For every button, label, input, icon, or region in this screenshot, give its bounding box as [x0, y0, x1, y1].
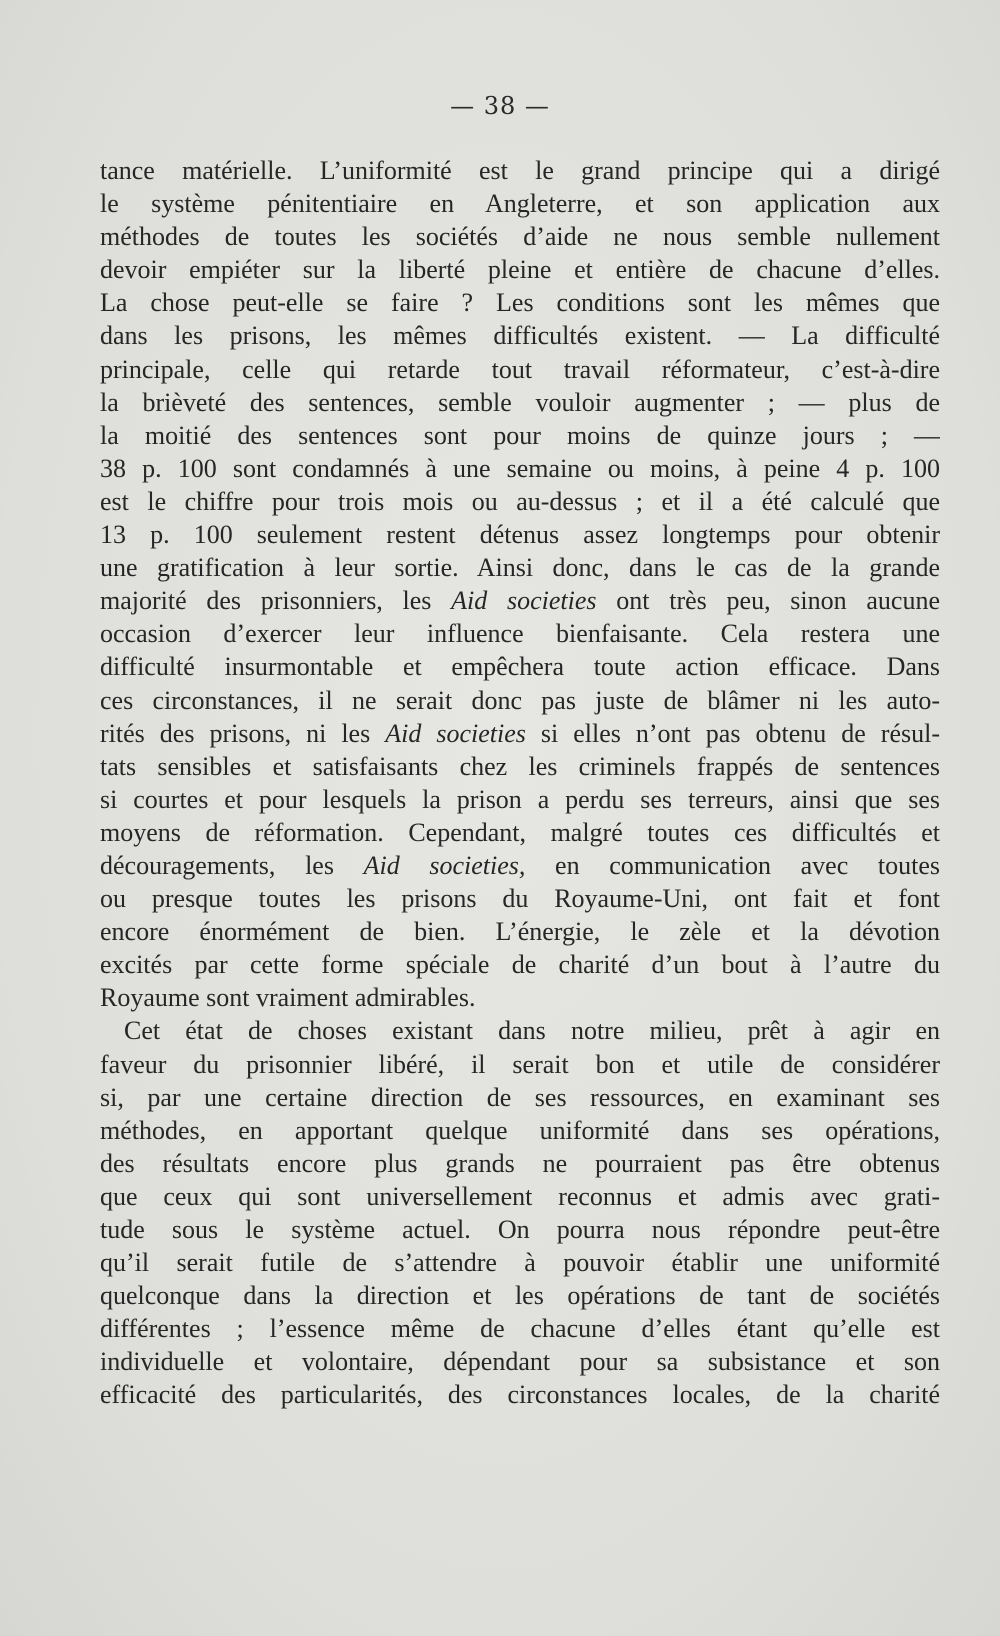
text-line: individuelle et volontaire, dépendant pour sa subsistance et son [100, 1347, 940, 1377]
text-line: efficacité des particularités, des circonstances locales, de la charité [100, 1380, 940, 1410]
text-segment: ont très peu, sinon aucune [596, 586, 940, 616]
text-line: La chose peut-elle se faire ? Les conditions sont les mêmes que [100, 288, 940, 318]
text-line: si, par une certaine direction de ses ressources, en examinant ses [100, 1082, 940, 1112]
text-line: différentes ; l’essence même de chacune d’elles étant qu’elle est [100, 1314, 940, 1344]
text-line [100, 584, 940, 617]
text-line: que ceux qui sont universellement reconnus et admis avec grati- [100, 1181, 940, 1211]
text-line: Cet état de choses existant dans notre milieu, prêt à agir en [124, 1016, 940, 1046]
text-line: occasion d’exercer leur influence bienfaisante. Cela restera une [100, 619, 940, 649]
text-line [100, 849, 940, 882]
text-line: quelconque dans la direction et les opérations de tant de sociétés [100, 1281, 940, 1311]
text-line: encore énormément de bien. L’énergie, le zèle et la dévotion [100, 917, 940, 947]
text-line: qu’il serait futile de s’attendre à pouvoir établir une uniformité [100, 1248, 940, 1278]
text-line: difficulté insurmontable et empêchera toute action efficace. Dans [100, 652, 940, 682]
text-line: Royaume sont vraiment admirables. [100, 983, 476, 1013]
italic-term: Aid societies [385, 718, 526, 748]
text-line: ces circonstances, il ne serait donc pas juste de blâmer ni les auto- [100, 685, 940, 715]
text-line: la moitié des sentences sont pour moins de quinze jours ; — [100, 420, 940, 450]
text-segment: en communication avec toutes [525, 850, 940, 880]
text-line: la brièveté des sentences, semble vouloir augmenter ; — plus de [100, 387, 940, 417]
text-line: dans les prisons, les mêmes difficultés existent. — La difficulté [100, 321, 940, 351]
text-line: méthodes de toutes les sociétés d’aide ne nous semble nullement [100, 222, 940, 252]
body-text [100, 154, 940, 1412]
text-line: tude sous le système actuel. On pourra nous répondre peut-être [100, 1215, 940, 1244]
text-line: devoir empiéter sur la liberté pleine et entière de chacune d’elles. [100, 255, 940, 285]
italic-term: Aid societies, [363, 850, 526, 880]
text-line: est le chiffre pour trois mois ou au-dessus ; et il a été calculé que [100, 486, 940, 516]
text-line: 13 p. 100 seulement restent détenus assez longtemps pour obtenir [100, 520, 940, 550]
text-line [100, 717, 940, 750]
text-line: une gratification à leur sortie. Ainsi donc, dans le cas de la grande [100, 553, 940, 583]
text-segment: si elles n’ont pas obtenu de résul- [525, 718, 940, 748]
text-line: tats sensibles et satisfaisants chez les criminels frappés de sentences [100, 751, 940, 781]
text-segment: majorité des prisonniers, les [100, 586, 452, 616]
text-segment: rités des prisons, ni les [100, 718, 386, 748]
text-line: méthodes, en apportant quelque uniformité dans ses opérations, [100, 1115, 940, 1145]
italic-term: Aid societies [451, 586, 597, 616]
text-line: ou presque toutes les prisons du Royaume-Uni, ont fait et font [100, 884, 940, 914]
text-line: des résultats encore plus grands ne pourraient pas être obtenus [100, 1148, 940, 1178]
text-line: faveur du prisonnier libéré, il serait bon et utile de considérer [100, 1049, 940, 1079]
page-number: — 38 — [450, 92, 550, 120]
text-segment: découragements, les [100, 850, 364, 880]
text-line: 38 p. 100 sont condamnés à une semaine ou moins, à peine 4 p. 100 [100, 453, 940, 483]
text-line: tance matérielle. L’uniformité est le grand principe qui a dirigé [100, 156, 940, 185]
text-line: le système pénitentiaire en Angleterre, et son application aux [100, 189, 940, 219]
text-line: moyens de réformation. Cependant, malgré toutes ces difficultés et [100, 817, 940, 847]
text-line: excités par cette forme spéciale de charité d’un bout à l’autre du [100, 950, 940, 980]
text-line: si courtes et pour lesquels la prison a perdu ses terreurs, ainsi que ses [100, 784, 940, 814]
text-line: principale, celle qui retarde tout travail réformateur, c’est-à-dire [100, 354, 940, 384]
